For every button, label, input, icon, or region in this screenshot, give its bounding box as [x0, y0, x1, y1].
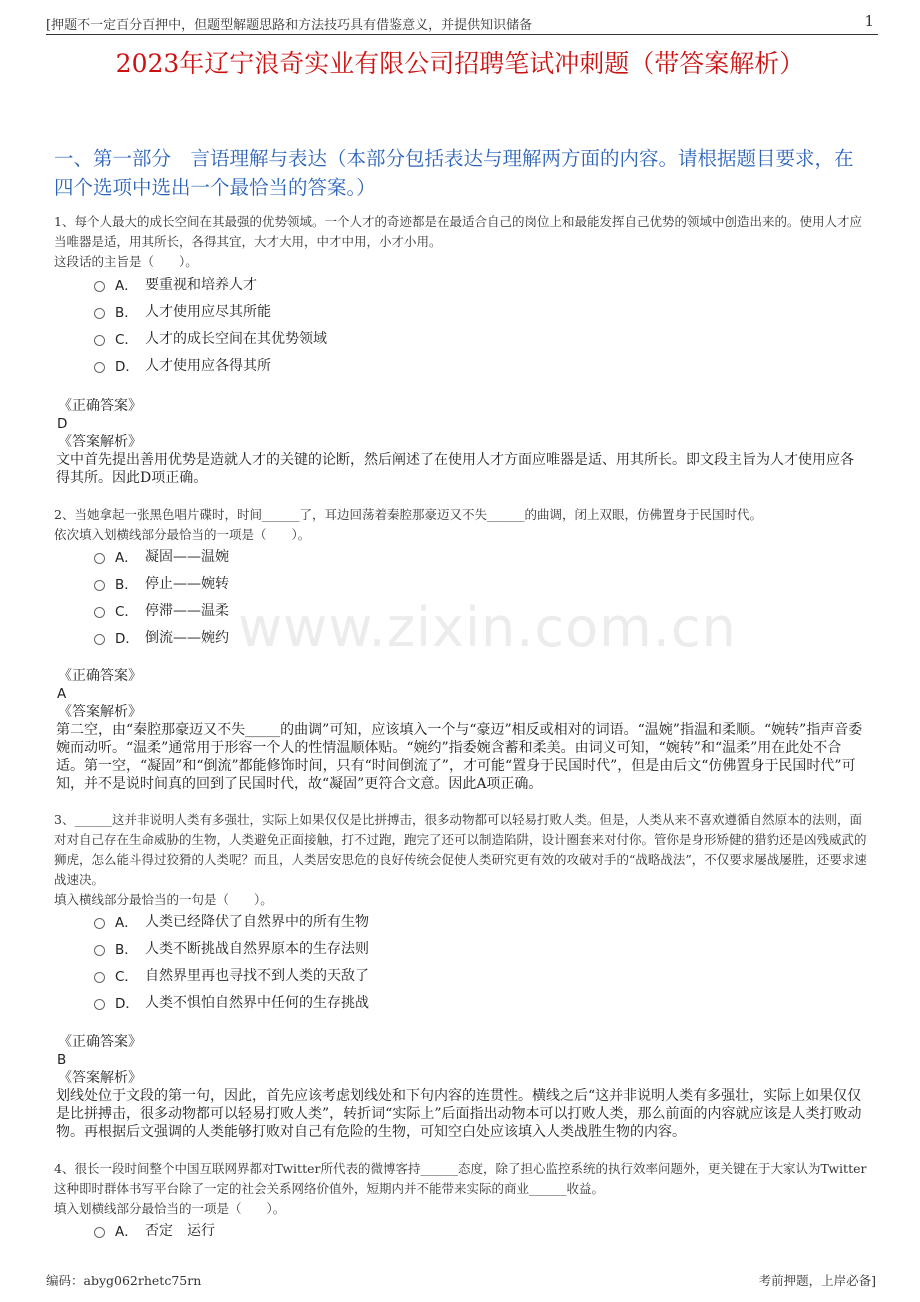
- option-c[interactable]: [94, 596, 494, 623]
- question-3-stem: [54, 810, 872, 910]
- option-text: 停滞——温柔: [145, 602, 229, 619]
- option-text: 人类已经降伏了自然界中的所有生物: [145, 913, 369, 930]
- option-b[interactable]: [94, 297, 494, 324]
- question-prompt: 依次填入划横线部分最恰当的一项是（ ）。: [54, 527, 311, 542]
- option-text: 倒流——婉约: [145, 629, 229, 646]
- option-letter: C．: [115, 331, 138, 348]
- page-number: 1: [864, 12, 874, 30]
- answer-label: 《正确答案》: [58, 668, 142, 684]
- option-letter: D．: [115, 995, 139, 1012]
- option-letter: B．: [115, 304, 138, 321]
- radio-button-icon[interactable]: [94, 634, 105, 645]
- question-2-stem: [54, 505, 872, 545]
- radio-button-icon[interactable]: [94, 607, 105, 618]
- option-text: 人才的成长空间在其优势领域: [145, 330, 327, 347]
- radio-button-icon[interactable]: [94, 308, 105, 319]
- question-3-answer-block: [56, 1033, 866, 1141]
- page-header: [46, 12, 878, 35]
- option-text: 要重视和培养人才: [145, 276, 257, 293]
- option-a[interactable]: [94, 1216, 494, 1243]
- correct-answer: D: [57, 416, 68, 432]
- question-prompt: 填入划横线部分最恰当的一项是（ ）。: [54, 1201, 286, 1216]
- option-letter: B．: [115, 576, 138, 593]
- answer-label: 《正确答案》: [58, 398, 142, 414]
- option-text: 人类不断挑战自然界原本的生存法则: [145, 940, 369, 957]
- question-1-options: [94, 270, 494, 378]
- option-text: 人才使用应各得其所: [145, 357, 271, 374]
- option-text: 人才使用应尽其所能: [145, 303, 271, 320]
- option-text: 停止——婉转: [145, 575, 229, 592]
- question-1-stem: [54, 212, 872, 272]
- option-d[interactable]: [94, 988, 494, 1015]
- option-letter: C．: [115, 968, 138, 985]
- explanation-text: 第二空，由“秦腔那豪迈又不失_____的曲调”可知，应该填入一个与“豪迈”相反或相对的词语。“温婉”指温和柔顺。“婉转”指声音委婉而动听。“温柔”通常用于形容一个人的性情温顺体贴。“婉约”指委婉含蓄和柔美。由词义可知，“婉转”和“温柔”用在此处不合适。第一空，“凝固”和“倒流”都能修饰时间，只有“时间倒流了”，才可能“置身于民国时代”，但是由后文“仿佛置身于民国时代”可知，并不是说时间真的回到了民国时代，故“凝固”更符合文意。因此A项正确。: [56, 722, 863, 792]
- option-letter: A．: [115, 1223, 138, 1240]
- option-c[interactable]: [94, 324, 494, 351]
- option-d[interactable]: [94, 623, 494, 650]
- question-text: 4、很长一段时间整个中国互联网界都对Twitter所代表的微博客持______态度，除了担心监控系统的执行效率问题外，更关键在于大家认为Twitter这种即时群体书写平台除了一定的社会关系网络价值外，短期内并不能带来实际的商业______收益。: [54, 1161, 867, 1196]
- option-letter: D．: [115, 358, 139, 375]
- question-2-options: [94, 542, 494, 650]
- option-b[interactable]: [94, 569, 494, 596]
- header-note: [押题不一定百分百押中，但题型解题思路和方法技巧具有借鉴意义，并提供知识储备: [46, 18, 533, 33]
- explanation-label: 《答案解析》: [58, 434, 142, 450]
- option-a[interactable]: [94, 907, 494, 934]
- footer-slogan: 考前押题，上岸必备]: [758, 1273, 876, 1288]
- option-letter: C．: [115, 603, 138, 620]
- option-letter: A．: [115, 549, 138, 566]
- radio-button-icon[interactable]: [94, 972, 105, 983]
- explanation-label: 《答案解析》: [58, 1070, 142, 1086]
- question-prompt: 填入横线部分最恰当的一句是（ ）。: [54, 892, 273, 907]
- option-a[interactable]: [94, 542, 494, 569]
- question-text: 1、每个人最大的成长空间在其最强的优势领域。一个人才的奇迹都是在最适合自己的岗位上和最能发挥自己优势的领域中创造出来的。使用人才应当唯器是适，用其所长，各得其宜，大才大用，中才中用，小才小用。: [54, 214, 862, 249]
- option-a[interactable]: [94, 270, 494, 297]
- option-b[interactable]: [94, 934, 494, 961]
- option-letter: A．: [115, 914, 138, 931]
- watermark: www.zixin.com.cn: [238, 596, 737, 659]
- radio-button-icon[interactable]: [94, 281, 105, 292]
- option-text: 自然界里再也寻找不到人类的天敌了: [145, 967, 369, 984]
- radio-button-icon[interactable]: [94, 945, 105, 956]
- radio-button-icon[interactable]: [94, 335, 105, 346]
- correct-answer: A: [57, 686, 67, 702]
- radio-button-icon[interactable]: [94, 918, 105, 929]
- radio-button-icon[interactable]: [94, 553, 105, 564]
- section-heading: 一、第一部分 言语理解与表达（本部分包括表达与理解两方面的内容。请根据题目要求，在四个选项中选出一个最恰当的答案。）: [54, 147, 854, 199]
- radio-button-icon[interactable]: [94, 1227, 105, 1238]
- question-2-answer-block: [56, 667, 866, 793]
- explanation-text: 文中首先提出善用优势是造就人才的关键的论断，然后阐述了在使用人才方面应唯器是适、用其所长。即文段主旨为人才使用应各得其所。因此D项正确。: [56, 452, 854, 486]
- question-prompt: 这段话的主旨是（ ）。: [54, 254, 198, 269]
- option-letter: D．: [115, 630, 139, 647]
- option-letter: B．: [115, 941, 138, 958]
- explanation-text: 划线处位于文段的第一句，因此，首先应该考虑划线处和下句内容的连贯性。横线之后“这并非说明人类有多强壮，实际上如果仅仅是比拼搏击，很多动物都可以轻易打败人类”，转折词“实际上”后面指出动物本可以打败人类，那么前面的内容就应该是人类打败动物。再根据后文强调的人类能够打败对自己有危险的生物，可知空白处应该填入人类战胜生物的内容。: [56, 1088, 862, 1140]
- answer-label: 《正确答案》: [58, 1034, 142, 1050]
- correct-answer: B: [57, 1052, 67, 1068]
- question-text: 2、当她拿起一张黑色唱片碟时，时间______了，耳边回荡着秦腔那豪迈又不失______的曲调，闭上双眼，仿佛置身于民国时代。: [54, 507, 762, 522]
- question-4-stem: [54, 1159, 872, 1219]
- explanation-label: 《答案解析》: [58, 704, 142, 720]
- footer-code: 编码：abyg062rhetc75rn: [46, 1273, 202, 1288]
- question-text: 3、______这并非说明人类有多强壮，实际上如果仅仅是比拼搏击，很多动物都可以轻易打败人类。但是，人类从来不喜欢遵循自然原本的法则，面对对自己存在生命威胁的生物，人类避免正面接触，打不过跑，跑完了还可以制造陷阱，设计圈套来对付你。管你是身形矫健的猎豹还是凶残威武的狮虎，怎么能斗得过狡猾的人类呢？而且，人类居安思危的良好传统会促使人类研究更有效的攻破对手的“战略战法”，不仅要求屡战屡胜，还要求速战速决。: [54, 812, 867, 887]
- option-text: 否定 运行: [145, 1222, 215, 1239]
- option-text: 凝固——温婉: [145, 548, 229, 565]
- option-c[interactable]: [94, 961, 494, 988]
- radio-button-icon[interactable]: [94, 999, 105, 1010]
- radio-button-icon[interactable]: [94, 580, 105, 591]
- question-1-answer-block: [56, 397, 866, 487]
- option-text: 人类不惧怕自然界中任何的生存挑战: [145, 994, 369, 1011]
- option-letter: A．: [115, 277, 138, 294]
- question-3-options: [94, 907, 494, 1015]
- radio-button-icon[interactable]: [94, 362, 105, 373]
- document-title: 2023年辽宁浪奇实业有限公司招聘笔试冲刺题（带答案解析）: [115, 49, 805, 78]
- question-4-options: [94, 1216, 494, 1243]
- option-d[interactable]: [94, 351, 494, 378]
